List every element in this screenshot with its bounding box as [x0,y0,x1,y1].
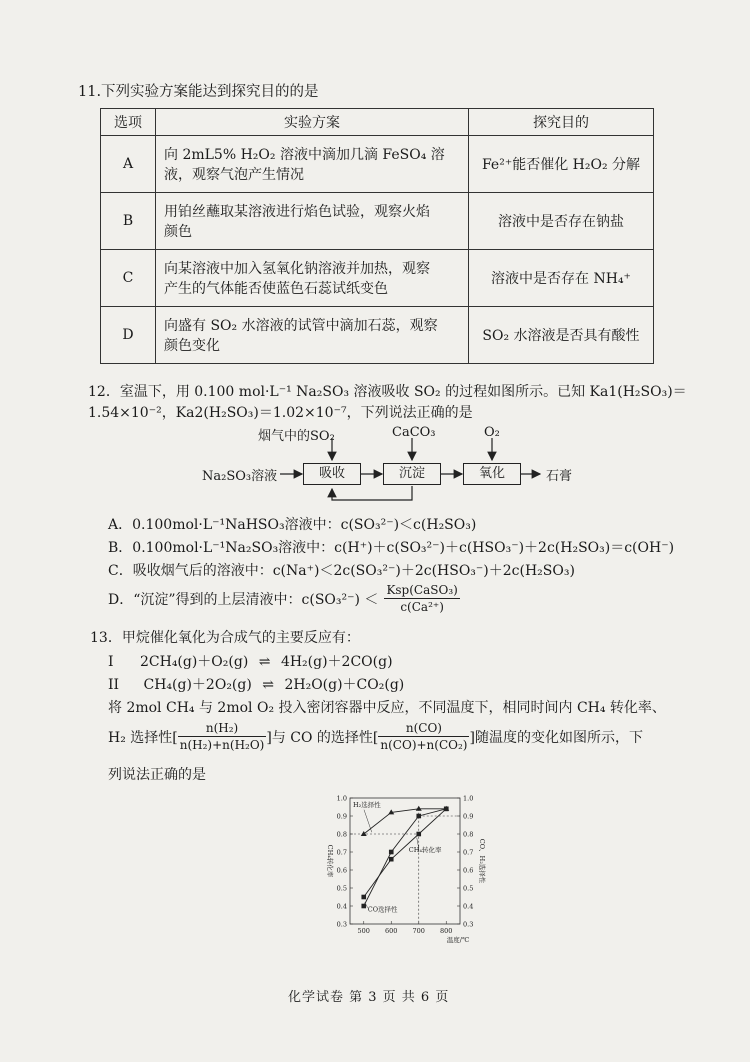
plan-cell [156,136,469,193]
q13-text: ]与 CO 的选择性[ [266,729,379,746]
option-cell: B [101,193,156,250]
y2-tick-label: 0.4 [463,902,474,911]
q13-text: ]随温度的变化如图所示，下 [469,729,643,746]
data-point [416,814,421,819]
data-point [389,850,394,855]
header-option: 选项 [101,109,156,136]
option-cell: D [101,307,156,364]
q12-option-c: C．吸收烟气后的溶液中：c(Na⁺)＜2c(SO₃²⁻)＋2c(HSO₃⁻)＋2c(H₂SO₃) [108,563,575,579]
ksp-fraction [384,582,459,615]
x-tick-label: 800 [440,927,453,935]
plan-line: 颜色变化 [164,338,220,354]
y-tick-label: 0.4 [336,902,347,911]
header-purpose: 探究目的 [469,109,654,136]
plan-line: 向某溶液中加入氢氧化钠溶液并加热，观察 [164,261,430,277]
fraction-denominator: n(H₂)+n(H₂O) [179,738,265,752]
reaction-label: II [108,677,120,693]
q13-line5: 列说法正确的是 [108,767,206,783]
purpose-cell: 溶液中是否存在 NH₄⁺ [469,250,654,307]
reaction-left: CH₄(g)＋2O₂(g) [143,677,252,693]
y-tick-label: 0.5 [336,884,347,893]
plan-cell [156,307,469,364]
y2-tick-label: 0.9 [463,812,474,821]
recycle-arrow [332,486,412,500]
table-row [101,136,654,193]
plan-line: 向 2mL5% H₂O₂ 溶液中滴加几滴 FeSO₄ 溶 [164,147,445,163]
plan-cell [156,193,469,250]
data-point [361,895,366,900]
reaction-1 [108,651,393,671]
y2-tick-label: 0.3 [463,920,474,929]
flow-box-absorb: 吸收 [303,463,361,485]
y-tick-label: 0.7 [336,848,347,857]
experiment-table [100,108,654,364]
fraction-denominator: c(Ca²⁺) [400,600,444,614]
purpose-cell: 溶液中是否存在钠盐 [469,193,654,250]
reaction-2 [108,674,404,694]
data-point [389,857,394,862]
page-footer: 化学试卷 第 3 页 共 6 页 [288,990,450,1005]
table-row [101,307,654,364]
data-point [444,807,449,812]
flow-input-caco3: CaCO₃ [392,425,436,440]
flow-output-gypsum: 石膏 [546,469,573,484]
y2-tick-label: 0.6 [463,866,474,875]
table-row [101,193,654,250]
reaction-left: 2CH₄(g)＋O₂(g) [139,654,249,670]
y2-tick-label: 0.7 [463,848,474,857]
annotation-ch4: CH₄转化率 [408,846,442,854]
annotation-leader [364,810,372,833]
q12-option-b: B．0.100mol·L⁻¹Na₂SO₃溶液中：c(H⁺)＋c(SO₃²⁻)＋c(HSO₃⁻)＋2c(H₂SO₃)＝c(OH⁻) [108,540,675,556]
q13-text: H₂ 选择性[ [108,729,178,746]
y-tick-label: 0.9 [336,812,347,821]
x-tick-label: 600 [385,927,398,935]
h2-selectivity-fraction [178,720,267,753]
plan-line: 颜色 [164,224,192,240]
plan-line: 用铂丝蘸取某溶液进行焰色试验，观察火焰 [164,204,430,220]
flow-box-oxidize: 氧化 [463,463,521,485]
y-tick-label: 0.3 [336,920,347,929]
annotation-h2: H₂选择性 [353,801,381,809]
equilibrium-arrow: ⇌ [262,677,275,693]
q13-line4 [108,720,643,753]
reaction-right: 4H₂(g)＋2CO(g) [280,654,393,670]
equilibrium-arrow: ⇌ [258,654,271,670]
plan-line: 产生的气体能否使蓝色石蕊试纸变色 [164,281,388,297]
flow-box-precipitate: 沉淀 [383,463,441,485]
purpose-cell: Fe²⁺能否催化 H₂O₂ 分解 [469,136,654,193]
fraction-numerator: n(CO) [378,720,469,737]
q12-option-d [108,582,460,615]
table-header-row [101,109,654,136]
y-axis-label-left: CH₄转化率 [326,844,334,878]
y-axis-label-right: CO、H₂选择性 [478,838,486,884]
option-d-text: D．“沉淀”得到的上层清液中：c(SO₃²⁻) ＜ [108,591,379,608]
fraction-numerator: n(H₂) [178,720,267,737]
q13-line3: 将 2mol CH₄ 与 2mol O₂ 投入密闭容器中反应，不同温度下，相同时间内 CH₄ 转化率、 [108,700,666,716]
data-point [361,831,367,836]
x-tick-label: 500 [357,927,370,935]
series-line [364,809,447,834]
option-cell: C [101,250,156,307]
flow-input-o2: O₂ [484,425,500,440]
flow-input-so2: 烟气中的SO₂ [258,429,335,444]
header-plan: 实验方案 [156,109,469,136]
reaction-right: 2H₂O(g)＋CO₂(g) [284,677,405,693]
fraction-numerator: Ksp(CaSO₃) [386,583,458,597]
purpose-cell: SO₂ 水溶液是否具有酸性 [469,307,654,364]
fraction-denominator: n(CO)+n(CO₂) [380,738,468,752]
q12-option-a: A．0.100mol·L⁻¹NaHSO₃溶液中：c(SO₃²⁻)＜c(H₂SO₃) [108,517,477,533]
y2-tick-label: 0.8 [463,830,474,839]
y-tick-label: 1.0 [336,794,347,803]
data-point [416,832,421,837]
data-point [361,904,366,909]
q13-title: 13．甲烷催化氧化为合成气的主要反应有： [90,630,360,646]
plan-line: 向盛有 SO₂ 水溶液的试管中滴加石蕊，观察 [164,318,438,334]
co-selectivity-fraction [378,720,469,753]
plan-cell [156,250,469,307]
data-point [416,806,422,811]
table-row [101,250,654,307]
plan-line: 液，观察气泡产生情况 [164,167,304,183]
annotation-co: CO选择性 [367,905,398,914]
x-axis-label: 温度/℃ [446,936,470,944]
reaction-label: I [108,654,114,670]
y-tick-label: 0.6 [336,866,347,875]
y2-tick-label: 0.5 [463,884,474,893]
q12-line2: 1.54×10⁻²，Ka2(H₂SO₃)＝1.02×10⁻⁷，下列说法正确的是 [88,405,473,421]
q11-title: 11.下列实验方案能达到探究目的的是 [78,84,319,100]
selectivity-chart [300,790,500,945]
option-cell: A [101,136,156,193]
series-line [364,809,447,906]
y-tick-label: 0.8 [336,830,347,839]
y2-tick-label: 1.0 [463,794,474,803]
flow-input-na2so3: Na₂SO₃溶液 [202,469,278,484]
x-tick-label: 700 [412,927,425,935]
q12-line1: 12．室温下，用 0.100 mol·L⁻¹ Na₂SO₃ 溶液吸收 SO₂ 的过程如图所示。已知 Ka1(H₂SO₃)＝ [88,384,687,400]
